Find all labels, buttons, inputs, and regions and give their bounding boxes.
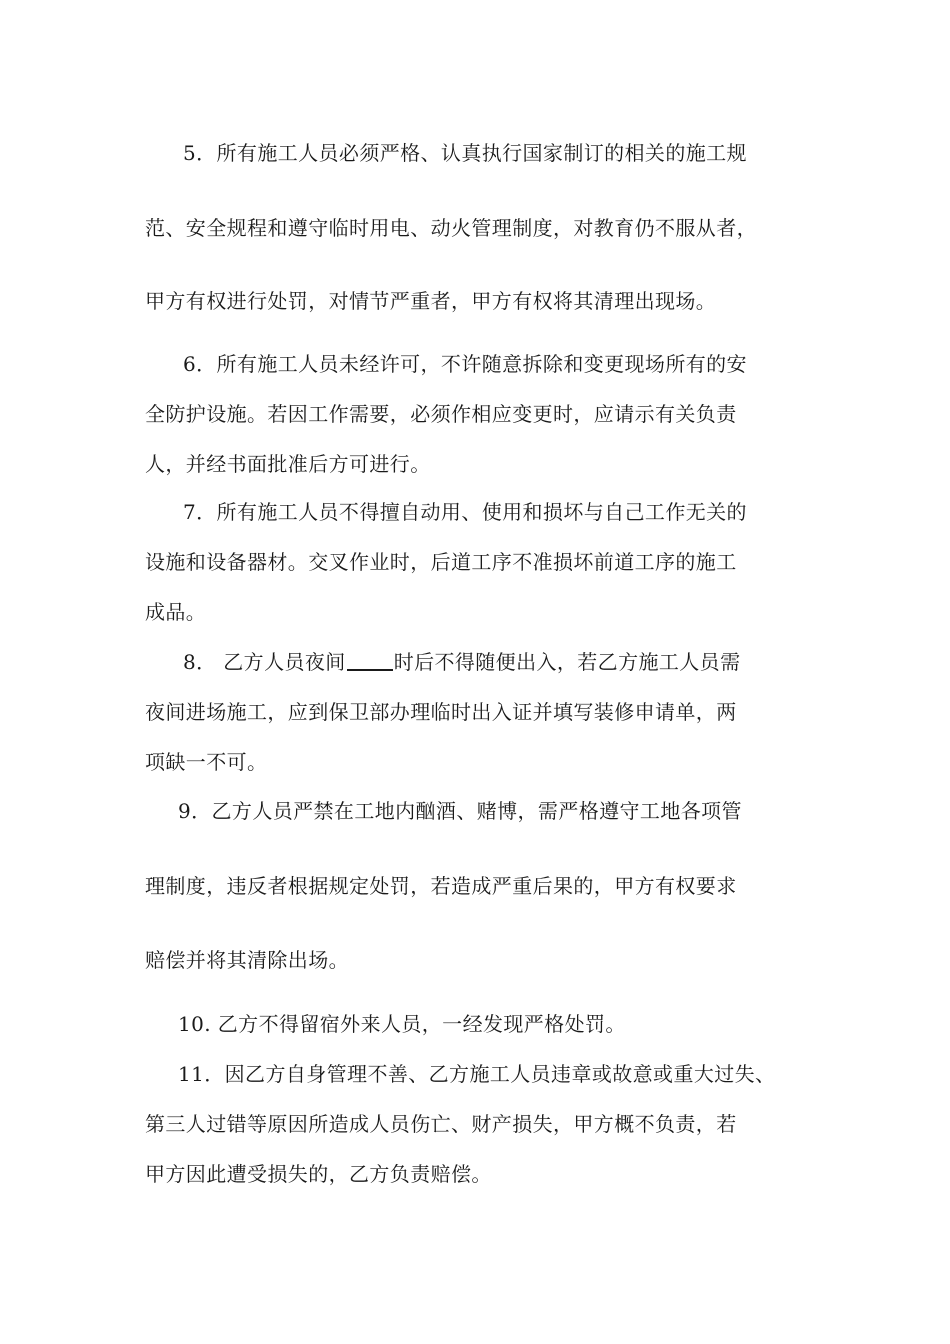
text-line: 甲方有权进行处罚，对情节严重者，甲方有权将其清理出现场。 — [145, 289, 717, 313]
text-line: 9．乙方人员严禁在工地内酗酒、赌博，需严格遵守工地各项管 — [178, 799, 742, 823]
text-line: 甲方因此遭受损失的，乙方负责赔偿。 — [145, 1162, 492, 1186]
item8-rest: 时后不得随便出入，若乙方施工人员需 — [393, 650, 741, 674]
text-line: 范、安全规程和遵守临时用电、动火管理制度，对教育仍不服从者， — [145, 216, 757, 240]
text-line: 成品。 — [145, 600, 207, 624]
text-line: 7．所有施工人员不得擅自动用、使用和损坏与自己工作无关的 — [183, 500, 747, 524]
text-line: 10. 乙方不得留宿外来人员，一经发现严格处罚。 — [178, 1012, 626, 1036]
text-line: 项缺一不可。 — [145, 750, 268, 774]
text-line: 理制度，违反者根据规定处罚，若造成严重后果的，甲方有权要求 — [145, 874, 737, 898]
text-line: 11．因乙方自身管理不善、乙方施工人员违章或故意或重大过失、 — [178, 1062, 776, 1086]
fill-in-blank — [347, 651, 393, 671]
text-line: 6．所有施工人员未经许可，不许随意拆除和变更现场所有的安 — [183, 352, 747, 376]
text-line: 5．所有施工人员必须严格、认真执行国家制订的相关的施工规 — [183, 141, 747, 165]
text-line: 人，并经书面批准后方可进行。 — [145, 452, 431, 476]
text-line: 设施和设备器材。交叉作业时，后道工序不准损坏前道工序的施工 — [145, 550, 737, 574]
text-line: 第三人过错等原因所造成人员伤亡、财产损失，甲方概不负责，若 — [145, 1112, 737, 1136]
text-line: 全防护设施。若因工作需要，必须作相应变更时，应请示有关负责 — [145, 402, 737, 426]
item8-prefix: 8． 乙方人员夜间 — [183, 650, 346, 674]
text-line: 赔偿并将其清除出场。 — [145, 948, 349, 972]
text-line: 夜间进场施工，应到保卫部办理临时出入证并填写装修申请单，两 — [145, 700, 737, 724]
text-line — [183, 649, 741, 675]
